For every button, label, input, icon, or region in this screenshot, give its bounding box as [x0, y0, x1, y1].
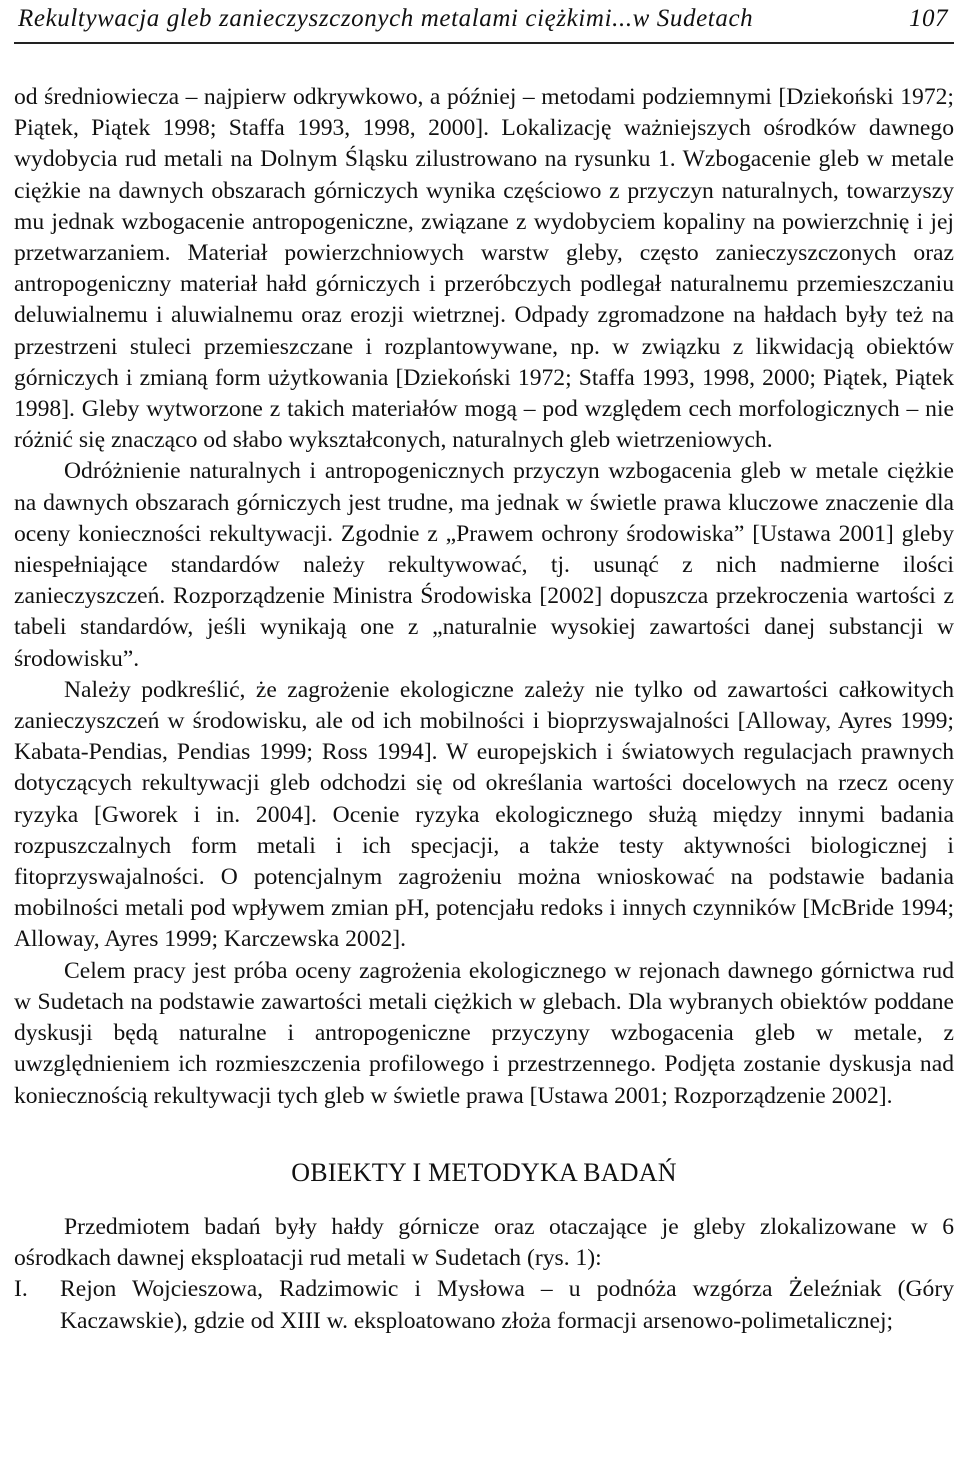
section-intro: Przedmiotem badań były hałdy górnicze oraz otaczające je gleby zlokalizowane w 6 ośrodkach dawnej eksploatacji rud metali w Sudetach (rys. 1):	[14, 1213, 954, 1272]
running-head-title: Rekultywacja gleb zanieczyszczonych metalami ciężkimi...w Sudetach	[18, 5, 754, 32]
paragraph: Odróżnienie naturalnych i antropogenicznych przyczyn wzbogacenia gleb w metale ciężkie na dawnych obszarach górniczych jest trudne, ma jednak w świetle prawa kluczowe znaczenie dla oceny konieczności rekultywacji. Zgodnie z „Prawem ochrony środowiska” [Ustawa 2001] gleby niespełniające standardów należy rekultywować, tj. usunąć z nich nadmierne ilości zanieczyszczeń. Rozporządzenie Ministra Środowiska [2002] dopuszcza przekroczenia wartości z tabeli standardów, jeśli wynikają one z „naturalnie wysokiej zawartości danej substancji w środowisku”.	[14, 458, 954, 672]
list-item	[14, 1274, 954, 1336]
paragraph: Należy podkreślić, że zagrożenie ekologiczne zależy nie tylko od zawartości całkowitych zanieczyszczeń w środowisku, ale od ich mobilności i bioprzyswajalności [Alloway, Ayres 1999; Kabata-Pendias, Pendias 1999; Ross 1994]. W europejskich i światowych regulacjach prawnych dotyczących rekultywacji gleb odchodzi się od określania wartości docelowych na rzecz oceny ryzyka [Gworek i in. 2004]. Ocenie ryzyka ekologicznego służą między innymi badania rozpuszczalnych form metali i ich specjacji, a także testy aktywności biologicznej i fitoprzyswajalności. O potencjalnym zagrożeniu można wnioskować na podstawie badania mobilności metali pod wpływem zmian pH, potencjału redoks i innych czynników [McBride 1994; Alloway, Ayres 1999; Karczewska 2002].	[14, 676, 954, 953]
paragraph: Celem pracy jest próba oceny zagrożenia ekologicznego w rejonach dawnego górnictwa rud w Sudetach na podstawie zawartości metali ciężkich w glebach. Dla wybranych obiektów poddane dyskusji będą naturalne i antropogeniczne przyczyny wzbogacenia gleb w metale, z uwzględnieniem ich rozmieszczenia profilowego i przestrzennego. Podjęta zostanie dyskusja nad koniecznością rekultywacji tych gleb w świetle prawa [Ustawa 2001; Rozporządzenie 2002].	[14, 957, 954, 1109]
section-heading: OBIEKTY I METODYKA BADAŃ	[291, 1157, 677, 1187]
list-text: Rejon Wojcieszowa, Radzimowic i Mysłowa – u podnóża wzgórza Żeleźniak (Góry Kaczawskie), gdzie od XIII w. eksploatowano złoża formacji arsenowo-polimetalicznej;	[60, 1276, 954, 1334]
page	[14, 0, 954, 1337]
list-marker: I.	[14, 1276, 28, 1303]
page-number: 107	[909, 5, 948, 32]
paragraph: od średniowiecza – najpierw odkrywkowo, a później – metodami podziemnymi [Dziekoński 1972; Piątek, Piątek 1998; Staffa 1993, 1998, 2000]. Lokalizację ważniejszych ośrodków dawnego wydobycia rud metali na Dolnym Śląsku zilustrowano na rysunku 1. Wzbogacenie gleb w metale ciężkie na dawnych obszarach górniczych wynika częściowo z przyczyn naturalnych, towarzyszy mu jednak wzbogacenie antropogeniczne, związane z wydobyciem kopaliny na powierzchnię i jej przetwarzaniem. Materiał powierzchniowych warstw gleby, często zanieczyszczonych oraz antropogeniczny materiał hałd górniczych i przeróbczych podlegał naturalnemu przemieszczaniu deluwialnemu i aluwialnemu oraz erozji wietrznej. Odpady zgromadzone na hałdach były też na przestrzeni stuleci przemieszczane i rozplantowywane, np. w związku z likwidacją obiektów górniczych i zmianą form użytkowania [Dziekoński 1972; Staffa 1993, 1998, 2000; Piątek, Piątek 1998]. Gleby wytworzone z takich materiałów mogą – pod względem cech morfologicznych – nie różnić się znacząco od słabo wykształconych, naturalnych gleb wietrzeniowych.	[14, 84, 954, 454]
body-text	[14, 82, 954, 1337]
running-head	[14, 0, 954, 44]
